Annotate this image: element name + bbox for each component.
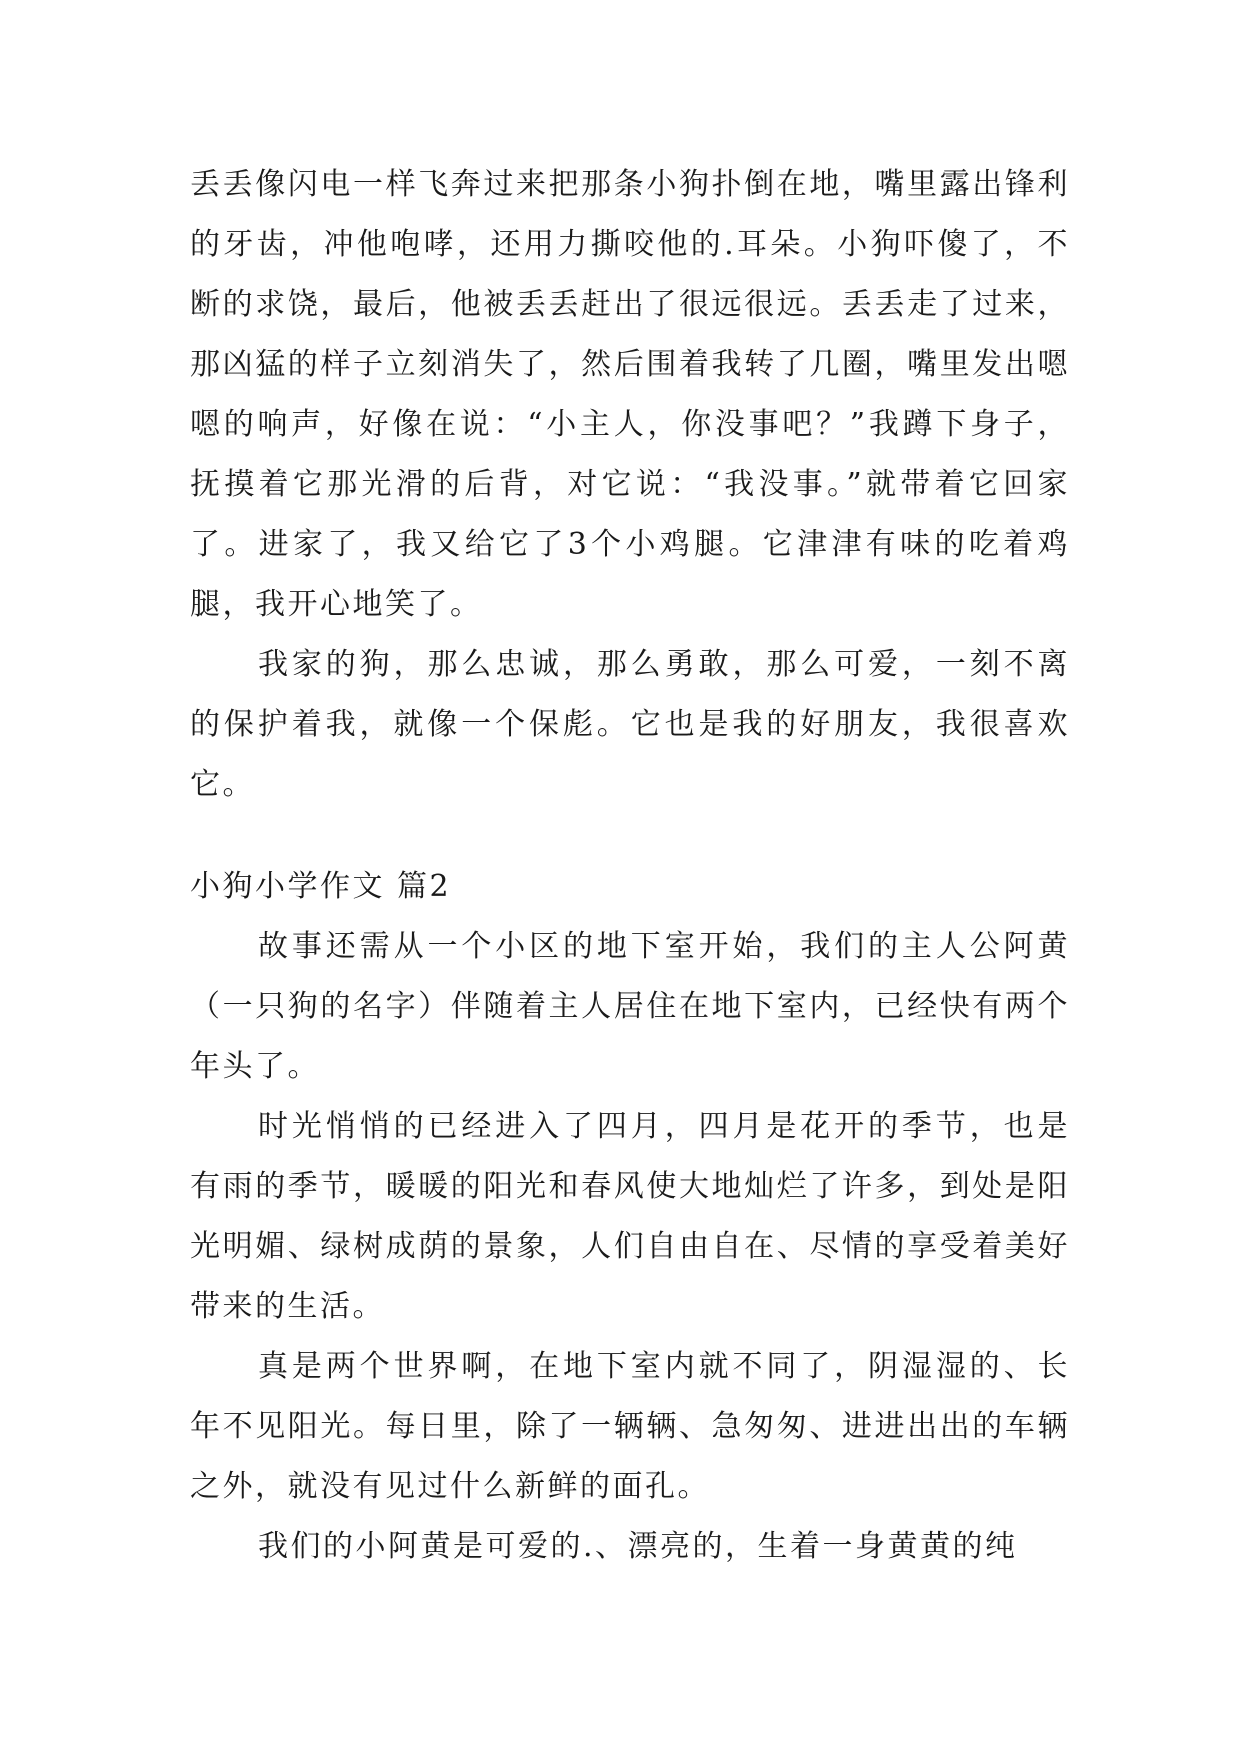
- essay-paragraph: 时光悄悄的已经进入了四月，四月是花开的季节，也是有雨的季节，暖暖的阳光和春风使大地灿烂了许多，到处是阳光明媚、绿树成荫的景象，人们自由自在、尽情的享受着美好带来的生活。: [190, 1109, 1070, 1324]
- essay-paragraph: 我们的小阿黄是可爱的.、漂亮的，生着一身黄黄的纯: [258, 1529, 1018, 1564]
- essay-paragraph: 我家的狗，那么忠诚，那么勇敢，那么可爱，一刻不离的保护着我，就像一个保彪。它也是我的好朋友，我很喜欢它。: [190, 647, 1070, 802]
- essay-section-1: [190, 155, 1070, 815]
- essay-paragraph: 故事还需从一个小区的地下室开始，我们的主人公阿黄（一只狗的名字）伴随着主人居住在地下室内，已经快有两个年头了。: [190, 929, 1070, 1084]
- essay-heading: 小狗小学作文 篇2: [190, 869, 452, 904]
- essay-paragraph: 真是两个世界啊，在地下室内就不同了，阴湿湿的、长年不见阳光。每日里，除了一辆辆、急匆匆、进进出出的车辆之外，就没有见过什么新鲜的面孔。: [190, 1349, 1070, 1504]
- essay-paragraph: 丢丢像闪电一样飞奔过来把那条小狗扑倒在地，嘴里露出锋利的牙齿，冲他咆哮，还用力撕咬他的.耳朵。小狗吓傻了，不断的求饶，最后，他被丢丢赶出了很远很远。丢丢走了过来，那凶猛的样子立刻消失了，然后围着我转了几圈，嘴里发出嗯嗯的响声，好像在说：“小主人，你没事吧？”我蹲下身子，抚摸着它那光滑的后背，对它说：“我没事。”就带着它回家了。进家了，我又给它了3个小鸡腿。它津津有味的吃着鸡腿，我开心地笑了。: [190, 167, 1070, 622]
- essay-section-2: [190, 857, 1070, 1577]
